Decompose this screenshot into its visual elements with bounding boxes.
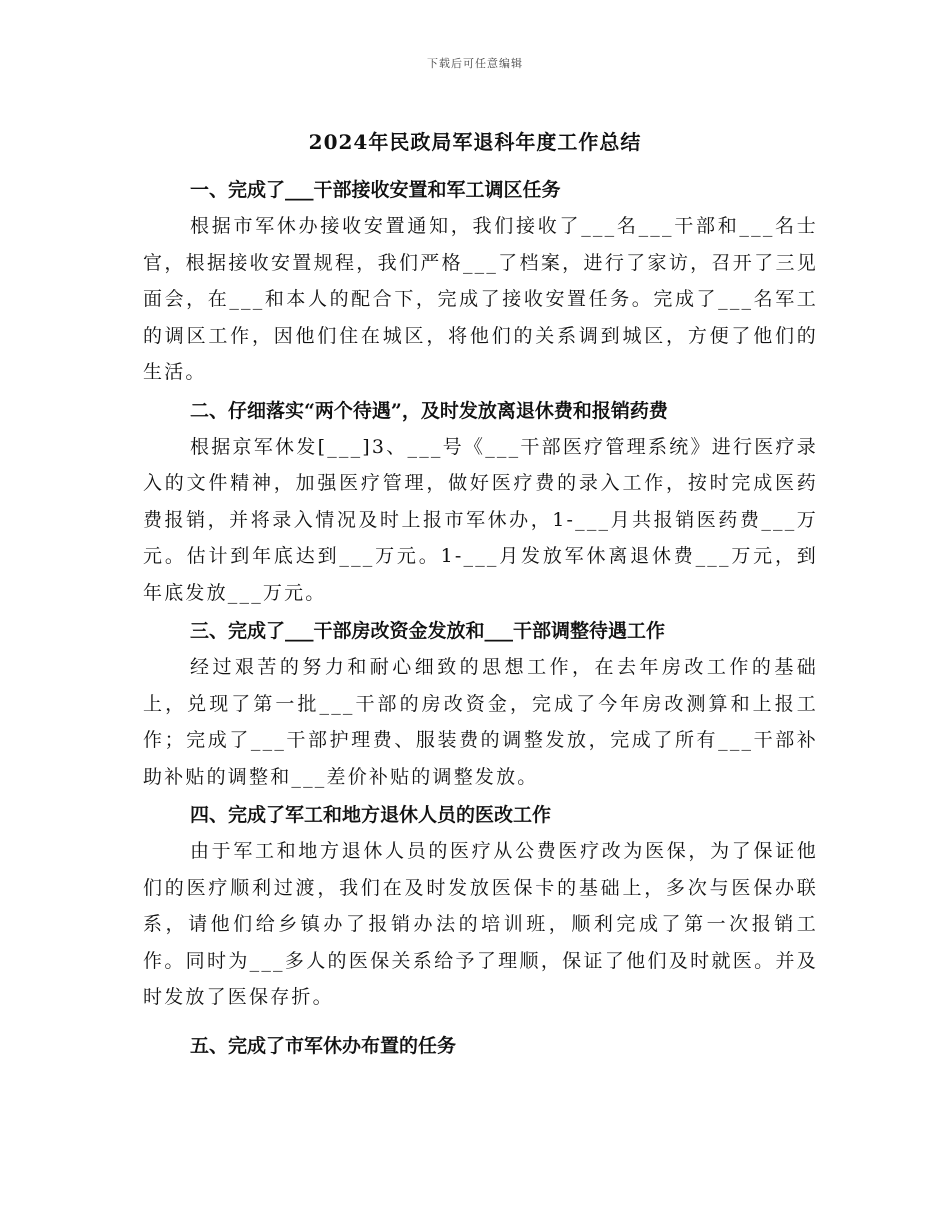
document-body [143, 172, 818, 1064]
section-2-heading: 二、仔细落实“两个待遇”，及时发放离退休费和报销药费 [190, 399, 668, 422]
section-3-heading: 三、完成了___干部房改资金发放和___干部调整待遇工作 [190, 620, 666, 642]
section-2-body: 根据京军休发[___]3、___号《___干部医疗管理系统》进行医疗录入的文件精神，加强医疗管理，做好医疗费的录入工作，按时完成医药费报销，并将录入情况及时上报市军休办，1-___月共报销医药费___万元。估计到年底达到___万元。1-___月发放军休离退休费___万元，到年底发放___万元。 [143, 435, 818, 604]
section-4-body: 由于军工和地方退休人员的医疗从公费医疗改为医保，为了保证他们的医疗顺利过渡，我们在及时发放医保卡的基础上，多次与医保办联系，请他们给乡镇办了报销办法的培训班，顺利完成了第一次报销工作。同时为___多人的医保关系给予了理顺，保证了他们及时就医。并及时发放了医保存折。 [143, 840, 818, 1008]
section-5-heading: 五、完成了市军休办布置的任务 [190, 1034, 457, 1057]
section-4-heading: 四、完成了军工和地方退休人员的医改工作 [190, 804, 552, 826]
section-1-body: 根据市军休办接收安置通知，我们接收了___名___干部和___名士官，根据接收安置规程，我们严格___了档案，进行了家访，召开了三见面会，在___和本人的配合下，完成了接收安置任务。完成了___名军工的调区工作，因他们住在城区，将他们的关系调到城区，方便了他们的生活。 [143, 215, 818, 383]
header-note: 下载后可任意编辑 [427, 57, 523, 70]
section-3-body: 经过艰苦的努力和耐心细致的思想工作，在去年房改工作的基础上，兑现了第一批___干部的房改资金，完成了今年房改测算和上报工作；完成了___干部护理费、服装费的调整发放，完成了所有___干部补助补贴的调整和___差价补贴的调整发放。 [143, 656, 818, 788]
document-title: 2024年民政局军退科年度工作总结 [308, 130, 642, 154]
section-1-heading: 一、完成了___干部接收安置和军工调区任务 [190, 179, 561, 201]
